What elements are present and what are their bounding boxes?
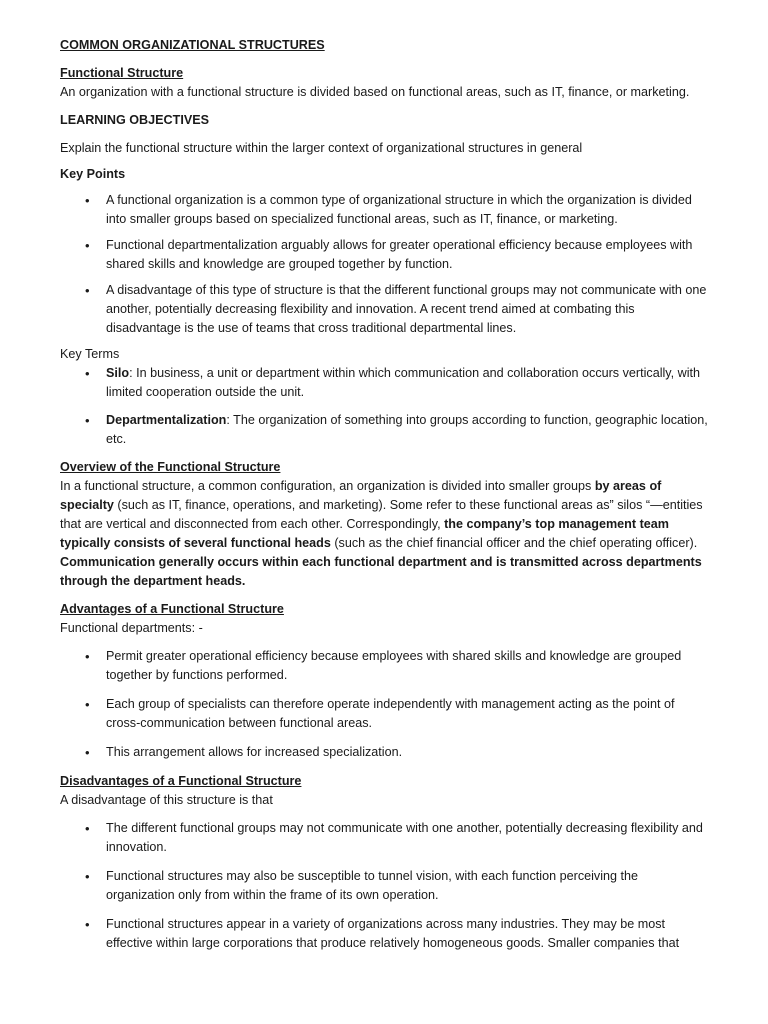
key-terms-heading: Key Terms <box>60 347 120 361</box>
advantage-item: • Each group of specialists can therefore operate independently with management acting as the point of cross-communication between functional areas. <box>60 695 710 733</box>
functional-structure-heading: Functional Structure <box>60 66 184 80</box>
overview-text-part: (such as IT, finance, operations, and marketing). Some refer to these functional areas as” silos “—entities that are vertical and disconnected from each other. Correspondingly, <box>60 498 703 531</box>
key-terms-list <box>60 364 710 449</box>
document-title: COMMON ORGANIZATIONAL STRUCTURES <box>60 38 325 52</box>
learning-objectives-text: Explain the functional structure within the larger context of organizational structures in general <box>60 141 583 155</box>
learning-objectives-heading: LEARNING OBJECTIVES <box>60 113 210 127</box>
key-term-item <box>60 411 710 449</box>
key-term-definition: : The organization of something into groups according to function, geographic location, etc. <box>106 413 708 446</box>
disadvantage-item: • Functional structures may also be susceptible to tunnel vision, with each function perceiving the organization only from within the frame of its own operation. <box>60 867 710 905</box>
disadvantage-item: • The different functional groups may not communicate with one another, potentially decreasing flexibility and innovation. <box>60 819 710 857</box>
disadvantages-list <box>60 819 710 953</box>
key-term-name: Silo <box>106 366 130 380</box>
key-term-definition: : In business, a unit or department within which communication and collaboration occurs vertically, with limited cooperation outside the unit. <box>106 366 701 399</box>
advantages-list <box>60 647 710 762</box>
key-term-item <box>60 364 710 402</box>
overview-bold-part: Communication generally occurs within each functional department and is transmitted across departments through the department heads. <box>60 555 702 588</box>
overview-text <box>60 477 710 591</box>
key-points-list <box>60 191 710 338</box>
overview-bold-part: by areas of specialty <box>60 479 662 512</box>
key-point-item: • A disadvantage of this type of structure is that the different functional groups may not communicate with one another, potentially decreasing flexibility and innovation. A recent trend aimed at combating this disadvantage is the use of teams that cross traditional departmental lines. <box>60 281 710 338</box>
overview-text-part: In a functional structure, a common configuration, an organization is divided into smaller groups <box>60 479 595 493</box>
advantages-heading: Advantages of a Functional Structure <box>60 602 284 616</box>
key-points-heading: Key Points <box>60 167 126 181</box>
document-page <box>60 36 710 953</box>
advantages-intro: Functional departments: - <box>60 621 203 635</box>
key-point-item: • Functional departmentalization arguably allows for greater operational efficiency because employees with shared skills and knowledge are grouped together by function. <box>60 236 710 274</box>
disadvantages-heading: Disadvantages of a Functional Structure <box>60 774 302 788</box>
disadvantages-intro: A disadvantage of this structure is that <box>60 793 273 807</box>
overview-bold-part: the company’s top management team typically consists of several functional heads <box>60 517 669 550</box>
key-point-item: • A functional organization is a common type of organizational structure in which the organization is divided into smaller groups based on specialized functional areas, such as IT, finance, or marketing. <box>60 191 710 229</box>
disadvantage-item: • Functional structures appear in a variety of organizations across many industries. They may be most effective within large corporations that produce relatively homogeneous goods. Smaller companies that <box>60 915 710 953</box>
functional-structure-text: An organization with a functional structure is divided based on functional areas, such as IT, finance, or marketing. <box>60 85 690 99</box>
advantage-item: • Permit greater operational efficiency because employees with shared skills and knowledge are grouped together by functions performed. <box>60 647 710 685</box>
overview-heading: Overview of the Functional Structure <box>60 460 281 474</box>
key-term-name: Departmentalization <box>106 413 227 427</box>
overview-text-part: (such as the chief financial officer and the chief operating officer). <box>330 536 698 550</box>
advantage-item: • This arrangement allows for increased specialization. <box>60 743 710 762</box>
